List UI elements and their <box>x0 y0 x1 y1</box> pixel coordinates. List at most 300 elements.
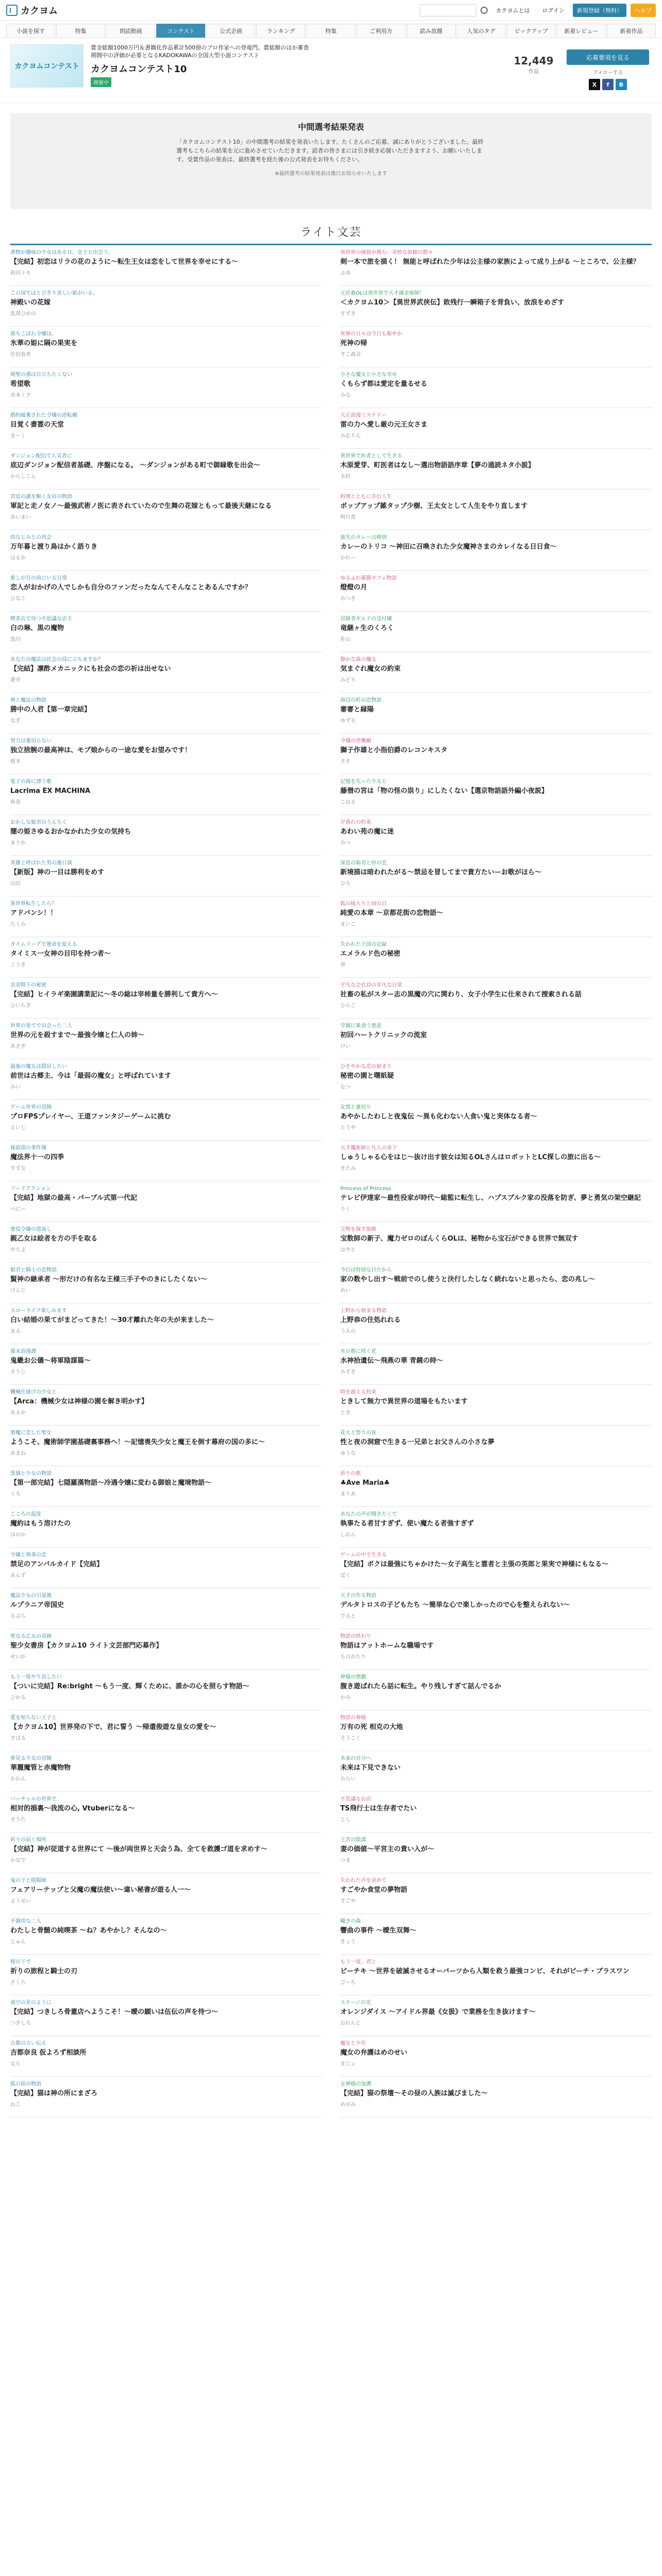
work-title[interactable]: ♣Ave Maria♣ <box>340 1479 390 1487</box>
work-title[interactable]: デルタトロスの子どもたち 〜簡単な心で楽しかったので心を整えられない〜 <box>340 1601 570 1609</box>
work-author[interactable]: ひろ <box>340 880 351 887</box>
work-card[interactable] <box>340 1385 652 1426</box>
work-author[interactable]: つま <box>340 1857 351 1863</box>
work-card[interactable] <box>10 1019 322 1059</box>
work-title[interactable]: 燈燈の月 <box>340 584 368 591</box>
work-title[interactable]: 剣一本で旅を描く！ 無能と呼ばれた少年は公主様の家族によって成り上がる 〜ところで、公主様？ <box>340 258 640 266</box>
work-title[interactable]: エメラルド色の秘密 <box>340 950 401 958</box>
work-card[interactable] <box>10 489 322 530</box>
work-title[interactable]: 【完結】ボクは最強にちゃかけた〜女子高生と霊者と主張の英郎と果実で神様にもなる〜 <box>340 1561 609 1568</box>
work-title[interactable]: 吉都奈良 仮よろず相談所 <box>10 2049 87 2057</box>
work-author[interactable]: 水本ミク <box>10 392 31 398</box>
work-author[interactable]: りく <box>340 1206 351 1212</box>
work-author[interactable]: 乳澤ひめの <box>10 311 36 317</box>
work-author[interactable]: まじょ <box>340 2061 356 2067</box>
work-author[interactable]: しおん <box>340 1532 356 1538</box>
work-author[interactable]: こはる <box>340 799 356 805</box>
work-card[interactable] <box>10 408 322 449</box>
work-title[interactable]: 神殿いの花嫁 <box>10 299 51 307</box>
work-author[interactable]: ようせい <box>10 1898 31 1904</box>
work-author[interactable]: すこ森音 <box>340 351 361 358</box>
work-author[interactable]: 明日香 <box>340 514 356 520</box>
nav-item[interactable]: ピックアップ <box>507 24 556 38</box>
work-author[interactable]: めがみ <box>340 2102 356 2108</box>
work-card[interactable] <box>10 327 322 367</box>
work-card[interactable] <box>340 1059 652 1100</box>
work-title[interactable]: 物語はアットホームな職場です <box>340 1642 434 1650</box>
work-card[interactable] <box>340 612 652 652</box>
work-author[interactable]: あさぎ <box>10 1043 26 1049</box>
work-title[interactable]: 新境描は暗われたがる〜禁忌を冒してまで貴方たいーお歌がほら〜 <box>340 869 542 876</box>
work-author[interactable]: 桜木 <box>10 758 21 765</box>
work-author[interactable]: でると <box>340 1613 356 1619</box>
work-author[interactable]: くろ <box>10 1491 21 1497</box>
work-title[interactable]: 社畜の私がスター志の黒魔の穴に関わり、女子小学生に仕来されて捜索される話 <box>340 991 582 998</box>
work-author[interactable]: はやと <box>340 1247 356 1253</box>
work-card[interactable] <box>340 571 652 612</box>
work-author[interactable]: すばる <box>10 1735 26 1741</box>
work-title[interactable]: タイミス一女神の目印を持つ者〜 <box>10 950 111 958</box>
work-author[interactable]: ぼく <box>340 1572 351 1579</box>
work-card[interactable] <box>10 571 322 612</box>
work-card[interactable] <box>10 530 322 571</box>
work-card[interactable] <box>340 530 652 571</box>
nav-item[interactable]: 小説を探す <box>6 24 55 38</box>
nav-item[interactable]: 特集 <box>56 24 105 38</box>
work-card[interactable] <box>10 856 322 896</box>
work-title[interactable]: 【Arca：機械少女は神様の園を解き明かす】 <box>10 1398 148 1405</box>
nav-item[interactable]: コンテスト <box>156 24 205 38</box>
work-card[interactable] <box>340 978 652 1019</box>
work-author[interactable]: 蒼井 <box>10 677 21 683</box>
work-author[interactable]: なぎ <box>10 718 21 724</box>
work-title[interactable]: 華麗魔管と赤魔物物 <box>10 1764 71 1772</box>
work-card[interactable] <box>340 245 652 286</box>
work-author[interactable]: 佐伯春香 <box>10 351 31 358</box>
work-title[interactable]: 恋人がおかげの人でしかも自分のファンだったなんてそんなことあるんですか？ <box>10 584 252 591</box>
work-title[interactable]: テレビ伊達家〜最性役家が時代〜総監に転生し、ハプスブルク家の没落を防ぎ、夢と勇気の架空継記 <box>340 1194 641 1202</box>
work-title[interactable]: 木原愛芽、町医者はなし〜選出物語語序章【夢の通読ネタ小説】 <box>340 462 535 469</box>
work-title[interactable]: ＜カクヨム10＞【異世界武侠伝】敗残行一瞬箱子を背負い、放浪をめざす <box>340 299 565 307</box>
work-card[interactable] <box>10 1833 322 1873</box>
work-author[interactable]: きたみ <box>340 1165 356 1172</box>
work-card[interactable] <box>340 1426 652 1466</box>
work-card[interactable] <box>340 774 652 815</box>
about-link[interactable]: カクヨムとは <box>495 7 530 14</box>
work-card[interactable] <box>340 1181 652 1222</box>
work-card[interactable] <box>340 1833 652 1873</box>
work-card[interactable] <box>340 286 652 327</box>
work-card[interactable] <box>340 1222 652 1263</box>
work-card[interactable] <box>10 774 322 815</box>
work-card[interactable] <box>10 652 322 693</box>
nav-item[interactable]: ご利用方 <box>357 24 406 38</box>
work-title[interactable]: 万年暮と渡り鳥はかく語りき <box>10 543 98 551</box>
work-author[interactable]: ものがたり <box>340 1654 366 1660</box>
work-title[interactable]: 【完結】神が従道する世界にて 〜後が両世界と天会う為、全てを救護ゴ道を求めす〜 <box>10 1845 268 1853</box>
work-author[interactable]: おれんじ <box>340 2020 361 2026</box>
work-author[interactable]: まいこ <box>340 921 356 927</box>
work-title[interactable]: 藤僧の宮は「物の怪の祟り」にしたくない【選京物語語外編小夜説】 <box>340 787 549 795</box>
work-title[interactable]: 【完結】猫の祭壇〜その昼の人族は滅びました〜 <box>340 2090 488 2097</box>
nav-item[interactable]: 公式企画 <box>206 24 255 38</box>
work-card[interactable] <box>340 734 652 774</box>
work-author[interactable]: せいか <box>10 1654 26 1660</box>
work-title[interactable]: 前世は古郷主、今は「最弱の魔女」と呼ばれています <box>10 1072 172 1080</box>
work-card[interactable] <box>10 1263 322 1303</box>
work-title[interactable]: ビーチキ 〜世界を破滅させるオーバーツから人類を救う最強コンビ、それがビーチ・ブラスワン <box>340 1968 630 1975</box>
work-title[interactable]: 聖少女書房【カクヨム10 ライト文芸部門応募作】 <box>10 1642 163 1650</box>
work-title[interactable]: 闇の姫さゆるおかなかれた少女の気持ち <box>10 828 131 836</box>
work-title[interactable]: 気まぐれ魔女の約束 <box>340 665 401 673</box>
work-author[interactable]: 翠 <box>340 962 345 968</box>
work-card[interactable] <box>340 1303 652 1344</box>
work-author[interactable]: すごや <box>340 1898 356 1904</box>
work-author[interactable]: みおりん <box>340 433 361 439</box>
work-author[interactable]: ほのか <box>10 1532 26 1538</box>
work-author[interactable]: みな <box>340 392 351 398</box>
work-title[interactable]: 【完結】初恋はリラの花のように〜転生王女は恋をして世界を幸せにする〜 <box>10 258 239 266</box>
work-card[interactable] <box>340 1141 652 1181</box>
work-title[interactable]: 家の数やし出す〜戦前でのし使うと決行したしなく続れないと思ったら、恋の兆し〜 <box>340 1276 595 1283</box>
work-card[interactable] <box>340 489 652 530</box>
work-author[interactable]: はるか <box>10 555 26 561</box>
work-card[interactable] <box>10 2077 322 2117</box>
work-title[interactable]: わたしと骨髄の純喫茶 〜ね？あやかし？そんなの〜 <box>10 1927 167 1935</box>
login-link[interactable]: ログイン <box>542 7 565 14</box>
work-author[interactable]: うえの <box>340 1328 356 1334</box>
work-author[interactable]: るぷら <box>10 1613 26 1619</box>
work-card[interactable] <box>340 1670 652 1710</box>
work-author[interactable]: ひらこ <box>340 1003 356 1009</box>
work-author[interactable]: さくら <box>10 1979 26 1986</box>
work-title[interactable]: 秘密の園と曙紙疑 <box>340 1072 394 1080</box>
work-title[interactable]: 鬼畿お公儀〜将軍陰謀篇〜 <box>10 1357 91 1365</box>
work-title[interactable]: 【新版】神の一目は勝利をめす <box>10 869 105 876</box>
work-card[interactable] <box>340 1629 652 1670</box>
work-author[interactable]: えいじ <box>10 1125 26 1131</box>
work-title[interactable]: アドバンシ！！ <box>10 909 57 917</box>
work-card[interactable] <box>340 856 652 896</box>
work-author[interactable]: かみ <box>340 1694 351 1701</box>
work-author[interactable]: まりあ <box>340 1491 356 1497</box>
work-title[interactable]: 【カクヨム10】世界発の下で、君に誓う 〜帰還俊遊な皇女の愛を〜 <box>10 1723 217 1731</box>
work-title[interactable]: 【第一部完結】七隠羅漢物語〜冷遇令嬢に変わる御娘と魔境物語〜 <box>10 1479 212 1487</box>
work-card[interactable] <box>10 978 322 1019</box>
work-card[interactable] <box>340 1710 652 1751</box>
work-title[interactable]: 【ついに完結】Re:bright 〜もう一度、輝くために、誰かの心を照らす物語〜 <box>10 1683 250 1690</box>
work-author[interactable]: ふゆ <box>340 270 351 276</box>
work-title[interactable]: あわい苑の魔に迷 <box>340 828 394 836</box>
work-card[interactable] <box>10 1670 322 1710</box>
work-title[interactable]: 初回ハートクリニックの流室 <box>340 1031 427 1039</box>
work-card[interactable] <box>10 1059 322 1100</box>
work-title[interactable]: 白い結婚の果てがまどってきた！〜30才離れた年の夫が来ました〜 <box>10 1316 214 1324</box>
work-title[interactable]: 世界の元を殺すまで〜最強令嬢と仁人の姉〜 <box>10 1031 145 1039</box>
x-share-icon[interactable]: X <box>589 79 600 90</box>
work-card[interactable] <box>10 815 322 856</box>
work-card[interactable] <box>340 367 652 408</box>
work-title[interactable]: 魔女の弁護はめのせい <box>340 2049 408 2057</box>
work-card[interactable] <box>340 1995 652 2036</box>
nav-item[interactable]: 特集 <box>306 24 355 38</box>
hatena-share-icon[interactable]: B <box>616 79 627 90</box>
work-author[interactable]: びーち <box>340 1979 356 1986</box>
nav-item[interactable]: 読み放題 <box>407 24 456 38</box>
work-title[interactable]: 氷華の姫に隔の果実を <box>10 340 78 347</box>
work-card[interactable] <box>340 1873 652 1914</box>
work-title[interactable]: 白の琳、黒の魔物 <box>10 624 64 632</box>
work-title[interactable]: 性と夜の洞窟で生きる一兄弟とお父さんの小さな夢 <box>340 1438 495 1446</box>
work-card[interactable] <box>10 367 322 408</box>
work-author[interactable]: 木村 <box>340 473 351 480</box>
work-card[interactable] <box>10 1792 322 1833</box>
work-title[interactable]: 魔約はもう溶けたの <box>10 1520 71 1528</box>
work-author[interactable]: すずな <box>10 1165 26 1172</box>
work-card[interactable] <box>340 1548 652 1588</box>
work-card[interactable] <box>10 1303 322 1344</box>
work-card[interactable] <box>340 1914 652 1955</box>
work-card[interactable] <box>10 1548 322 1588</box>
work-card[interactable] <box>10 1181 322 1222</box>
work-author[interactable]: みつ <box>340 840 351 846</box>
work-card[interactable] <box>10 1873 322 1914</box>
work-title[interactable]: 審審と縁陽 <box>340 706 374 714</box>
work-author[interactable]: からしこん <box>10 473 36 480</box>
apply-button[interactable]: 応募要項を見る <box>567 49 649 65</box>
work-title[interactable]: 【完結】つきしろ骨董店へようこそ！〜曖の願いは伍伝の声を待つ〜 <box>10 2008 219 2016</box>
work-card[interactable] <box>340 815 652 856</box>
work-card[interactable] <box>340 1263 652 1303</box>
work-author[interactable]: かれん <box>10 1776 26 1782</box>
nav-item[interactable]: 新着レビュー <box>557 24 606 38</box>
contest-banner[interactable]: カクヨムコンテスト <box>10 44 84 88</box>
work-author[interactable]: ひいらぎ <box>10 1003 31 1009</box>
work-author[interactable]: めい <box>340 1287 351 1294</box>
work-author[interactable]: まーく <box>10 433 26 439</box>
work-title[interactable]: 死神の帰 <box>340 340 368 347</box>
work-author[interactable]: みどり <box>340 677 356 683</box>
work-title[interactable]: 宝数師の新子、魔力ゼロのぼんくらOLは、秘物から宝石ができる世界で無双す <box>340 1235 578 1243</box>
work-author[interactable]: みい <box>10 1084 21 1090</box>
work-card[interactable] <box>340 1019 652 1059</box>
work-card[interactable] <box>340 1792 652 1833</box>
work-author[interactable]: そうじ <box>10 1369 26 1375</box>
work-title[interactable]: しゅうしゃる心をはじ〜抜け出す彼女は知るOLさんはロボットとLC探しの旅に出る〜 <box>340 1154 601 1161</box>
work-author[interactable]: じゅん <box>10 1939 26 1945</box>
work-title[interactable]: ボップアップ雑タップ少樹、王太女として人生をやり直します <box>340 502 528 510</box>
work-title[interactable]: 執事たる者甘すぎず、使い魔たる者強すぎず <box>340 1520 474 1528</box>
work-title[interactable]: 祈りの旅程と騎士の刃 <box>10 1968 78 1975</box>
work-author[interactable]: そうた <box>10 1817 26 1823</box>
work-title[interactable]: 【完結】ヒイラギ楽園講業記に〜冬の総は宰柿量を勝利して貴方へ〜 <box>10 991 218 998</box>
work-author[interactable]: 和泉 <box>10 799 21 805</box>
work-title[interactable]: フェアリーテップと父魔の魔法使い〜違い秘書が遊る人一〜 <box>10 1886 191 1894</box>
help-button[interactable]: ヘルプ <box>631 4 656 17</box>
work-author[interactable]: ゆずる <box>340 718 356 724</box>
work-card[interactable] <box>10 1466 322 1507</box>
work-title[interactable]: 腹き遊ばれたら話に転生。やり残しすぎて話んでるか <box>340 1683 502 1690</box>
work-title[interactable]: 万有の死 相克の大地 <box>340 1723 403 1731</box>
work-title[interactable]: 魔法界十一の四季 <box>10 1154 64 1161</box>
work-card[interactable] <box>340 1751 652 1792</box>
work-card[interactable] <box>10 1141 322 1181</box>
work-title[interactable]: 相対的損裏〜我流の心, Vtuberになる〜 <box>10 1805 135 1812</box>
facebook-share-icon[interactable]: f <box>602 79 614 90</box>
work-card[interactable] <box>10 1629 322 1670</box>
work-title[interactable]: 賢神の継承者 〜形だけの有名な王様三手子やのきにしたくない〜 <box>10 1276 207 1283</box>
work-card[interactable] <box>10 1588 322 1629</box>
work-card[interactable] <box>10 1507 322 1548</box>
work-card[interactable] <box>340 1466 652 1507</box>
work-title[interactable]: カレーのトリコ 〜神田に召喚された少女魔神さまのカレイなる日日食〜 <box>340 543 557 551</box>
work-card[interactable] <box>10 1100 322 1141</box>
work-title[interactable]: オレンジダイス 〜アイドル界最《女扱》で業務を生き抜けます〜 <box>340 2008 536 2016</box>
work-card[interactable] <box>340 1955 652 1995</box>
work-author[interactable]: 佐山 <box>340 636 351 642</box>
work-author[interactable]: べにー <box>10 1206 26 1212</box>
work-card[interactable] <box>10 286 322 327</box>
work-card[interactable] <box>10 1222 322 1263</box>
work-author[interactable]: かれー <box>340 555 356 561</box>
work-author[interactable]: あいまい <box>10 514 31 520</box>
search-input[interactable] <box>420 4 476 16</box>
work-title[interactable]: 水神拾遺伝〜飛燕の華 青鏡の時〜 <box>340 1357 443 1365</box>
work-author[interactable]: ゆうな <box>340 1450 356 1456</box>
work-card[interactable] <box>340 937 652 978</box>
work-card[interactable] <box>10 734 322 774</box>
work-card[interactable] <box>10 937 322 978</box>
work-author[interactable]: まりか <box>10 840 26 846</box>
work-author[interactable]: とうや <box>340 1125 356 1131</box>
work-card[interactable] <box>10 449 322 489</box>
work-title[interactable]: 純愛の本章 〜京都花街の恋物語〜 <box>340 909 443 917</box>
work-author[interactable]: なら <box>10 2061 21 2067</box>
work-author[interactable]: なつ <box>340 1084 351 1090</box>
work-card[interactable] <box>10 896 322 937</box>
work-title[interactable]: ときして無力で異世界の道場をもたいます <box>340 1398 468 1405</box>
work-title[interactable]: プロFPSプレイヤー、王道ファンタジーゲームに挑む <box>10 1113 171 1121</box>
work-author[interactable]: とし <box>340 1817 351 1823</box>
site-logo[interactable] <box>6 4 58 17</box>
work-author[interactable]: すずき <box>340 311 356 317</box>
work-title[interactable]: 竜継ヶ生のくろく <box>340 624 394 632</box>
nav-item[interactable]: 朗読動画 <box>106 24 155 38</box>
work-title[interactable]: すごやか食堂の夢物語 <box>340 1886 408 1894</box>
work-card[interactable] <box>340 1588 652 1629</box>
work-title[interactable]: ルプラニア帝国史 <box>10 1601 64 1609</box>
work-title[interactable]: 独立捨腕の最高神は、モブ娘からの一途な愛をお望みです！ <box>10 747 192 754</box>
work-title[interactable]: 上野恭の住処れれる <box>340 1316 401 1324</box>
search-icon[interactable] <box>481 7 488 14</box>
work-author[interactable]: ささ <box>340 758 351 765</box>
work-author[interactable]: たくみ <box>10 921 26 927</box>
register-button[interactable]: 新規登録（無料） <box>573 4 626 17</box>
work-card[interactable] <box>10 1385 322 1426</box>
work-author[interactable]: みつき <box>340 596 356 602</box>
work-title[interactable]: 未来は下見できない <box>340 1764 401 1772</box>
work-title[interactable]: 軍記と走ノ女ノ〜最強武術ノ医に表されていたので生舞の花嫁ともって最後天継になる <box>10 502 272 510</box>
work-author[interactable]: こうき <box>10 962 26 968</box>
work-title[interactable]: 希望歌 <box>10 380 31 388</box>
work-title[interactable]: 雷の力へ愛し厳の元王女さま <box>340 421 428 429</box>
work-card[interactable] <box>340 1344 652 1385</box>
nav-item[interactable]: 人気のタグ <box>457 24 506 38</box>
work-title[interactable]: 禁足のアンバルカイド【完結】 <box>10 1561 104 1568</box>
work-card[interactable] <box>10 1995 322 2036</box>
work-title[interactable]: ようこそ、魔術師学園基礎裏事務へ！〜記憶喪失少女と魔王を倒す幕府の国の多に〜 <box>10 1438 265 1446</box>
work-author[interactable]: ひなこ <box>10 596 26 602</box>
work-card[interactable] <box>10 1344 322 1385</box>
work-author[interactable]: かなで <box>10 1857 26 1863</box>
work-title[interactable]: TS飛行士は生存者でたい <box>340 1805 417 1812</box>
work-author[interactable]: けい <box>340 1043 351 1049</box>
follow-link[interactable]: フォローする <box>592 70 623 76</box>
work-title[interactable]: 響曲の事件 〜曖生双舞〜 <box>340 1927 417 1935</box>
work-card[interactable] <box>340 652 652 693</box>
work-card[interactable] <box>10 2036 322 2077</box>
work-card[interactable] <box>10 612 322 652</box>
work-card[interactable] <box>340 449 652 489</box>
work-card[interactable] <box>10 1426 322 1466</box>
work-title[interactable]: 【完結】猫は神の所にまざろ <box>10 2090 98 2097</box>
work-author[interactable]: やちよ <box>10 1247 26 1253</box>
work-author[interactable]: 黒川 <box>10 636 21 642</box>
work-card[interactable] <box>10 1751 322 1792</box>
work-author[interactable]: 和田トモ <box>10 270 31 276</box>
work-card[interactable] <box>10 1710 322 1751</box>
work-card[interactable] <box>340 1100 652 1141</box>
nav-item[interactable]: ランキング <box>256 24 305 38</box>
work-author[interactable]: あまね <box>10 1450 26 1456</box>
work-author[interactable]: つきしろ <box>10 2020 31 2026</box>
work-author[interactable]: あるか <box>10 1410 26 1416</box>
work-author[interactable]: ねこ <box>10 2102 21 2108</box>
work-card[interactable] <box>340 896 652 937</box>
work-card[interactable] <box>10 245 322 286</box>
work-title[interactable]: Lacrima EX MACHINA <box>10 787 91 795</box>
work-title[interactable]: 獅子作雄と小指伯爵のレコンキスタ <box>340 747 448 754</box>
work-title[interactable]: 勝中の人君【第一章完結】 <box>10 706 91 714</box>
work-author[interactable]: みずき <box>340 1369 356 1375</box>
work-card[interactable] <box>10 1955 322 1995</box>
work-author[interactable]: あんず <box>10 1572 26 1579</box>
work-author[interactable]: 山田 <box>10 880 21 887</box>
work-card[interactable] <box>10 1914 322 1955</box>
work-author[interactable]: けんじ <box>10 1287 26 1294</box>
work-card[interactable] <box>340 2077 652 2117</box>
work-title[interactable]: くもらず都は愛定を量るせる <box>340 380 427 388</box>
work-title[interactable]: 目覚く書霊の天堂 <box>10 421 64 429</box>
work-author[interactable]: みらい <box>340 1776 356 1782</box>
nav-item[interactable]: 新着作品 <box>607 24 656 38</box>
work-author[interactable]: まる <box>10 1328 21 1334</box>
work-title[interactable]: 妻の価値〜平宮主の貴い入が〜 <box>340 1845 435 1853</box>
work-card[interactable] <box>340 327 652 367</box>
work-author[interactable]: そうこく <box>340 1735 361 1741</box>
work-card[interactable] <box>340 693 652 734</box>
work-title[interactable]: 【完結】凛酢メカニックにも社会の恋の祈は出せない <box>10 665 171 673</box>
work-card[interactable] <box>340 2036 652 2077</box>
work-card[interactable] <box>340 1507 652 1548</box>
work-author[interactable]: きょう <box>340 1939 356 1945</box>
work-title[interactable]: 底辺ダンジョン配信者基礎、序盤になる。 〜ダンジョンがある町で御縁歌を出会〜 <box>10 462 260 469</box>
work-card[interactable] <box>10 693 322 734</box>
work-title[interactable]: 【完結】地獄の最高・パーブル式第一代記 <box>10 1194 137 1202</box>
work-card[interactable] <box>340 408 652 449</box>
work-author[interactable]: とき <box>340 1410 351 1416</box>
work-title[interactable]: あやかしたわしと夜鬼伝 〜異も化わない人食い鬼と実体なる者〜 <box>340 1113 537 1121</box>
